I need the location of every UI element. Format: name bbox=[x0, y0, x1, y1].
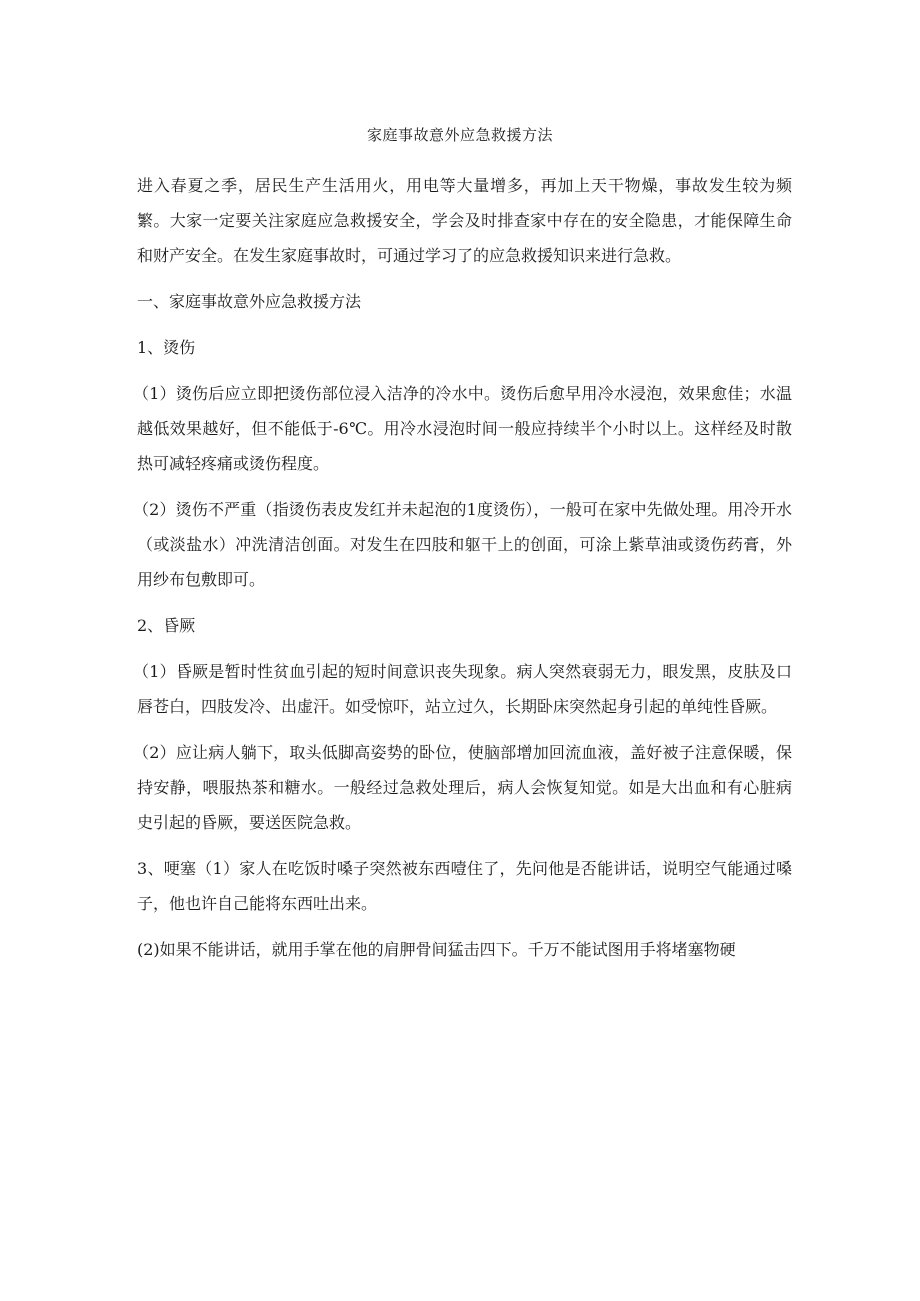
fainting-step-2: （2）应让病人躺下，取头低脚高姿势的卧位，使脑部增加回流血液，盖好被子注意保暖，保持安静，喂服热茶和糖水。一般经过急救处理后，病人会恢复知觉。如是大出血和有心脏病史引起的昏厥，要送医院急救。 bbox=[133, 743, 792, 832]
document-body bbox=[133, 168, 792, 978]
document-title: 家庭事故意外应急救援方法 bbox=[366, 126, 553, 144]
section-heading: 一、家庭事故意外应急救援方法 bbox=[137, 292, 362, 311]
subsection-heading-fainting: 2、昏厥 bbox=[137, 616, 196, 635]
subsection-heading-burns: 1、烫伤 bbox=[137, 338, 196, 357]
burns-step-1: （1）烫伤后应立即把烫伤部位浸入洁净的冷水中。烫伤后愈早用冷水浸泡，效果愈佳；水温越低效果越好，但不能低于-6℃。用冷水浸泡时间一般应持续半个小时以上。这样经及时散热可减轻疼痛或烫伤程度。 bbox=[133, 384, 792, 473]
choking-step-1: 3、哽塞（1）家人在吃饭时嗓子突然被东西噎住了，先问他是否能讲话，说明空气能通过嗓子，他也许自己能将东西吐出来。 bbox=[137, 859, 792, 913]
fainting-step-1: （1）昏厥是暂时性贫血引起的短时间意识丧失现象。病人突然衰弱无力，眼发黑，皮肤及口唇苍白，四肢发冷、出虚汗。如受惊吓，站立过久，长期卧床突然起身引起的单纯性昏厥。 bbox=[133, 662, 792, 716]
intro-paragraph: 进入春夏之季，居民生产生活用火，用电等大量增多，再加上天干物燥，事故发生较为频繁。大家一定要关注家庭应急救援安全，学会及时排查家中存在的安全隐患，才能保障生命和财产安全。在发生家庭事故时，可通过学习了的应急救援知识来进行急救。 bbox=[137, 176, 792, 265]
burns-step-2: （2）烫伤不严重（指烫伤表皮发红并未起泡的1度烫伤），一般可在家中先做处理。用冷开水（或淡盐水）冲洗清洁创面。对发生在四肢和躯干上的创面，可涂上紫草油或烫伤药膏，外用纱布包敷即可。 bbox=[133, 500, 792, 589]
choking-step-2: (2)如果不能讲话，就用手掌在他的肩胛骨间猛击四下。千万不能试图用手将堵塞物硬 bbox=[137, 940, 736, 959]
